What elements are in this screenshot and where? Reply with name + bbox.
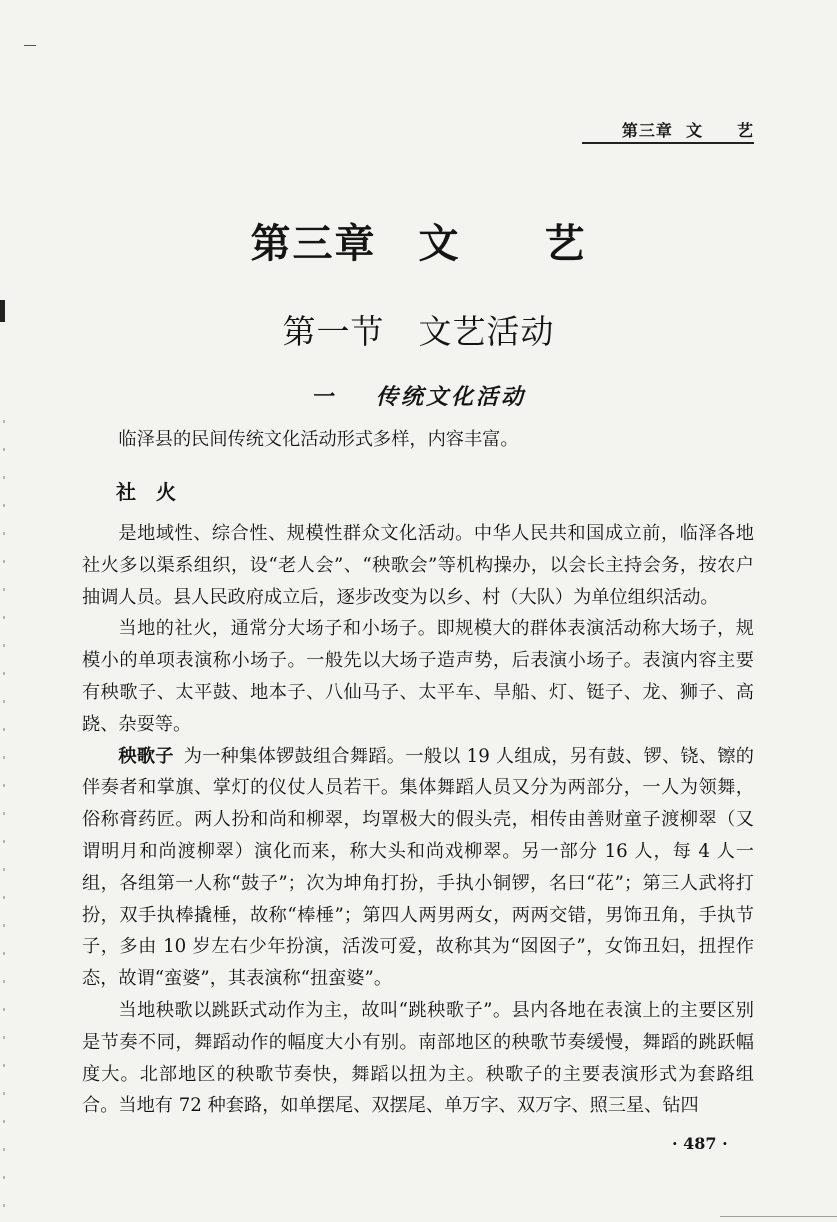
subsection-title (0, 380, 837, 411)
intro-text: 临泽县的民间传统文化活动形式多样，内容丰富。 (118, 429, 519, 450)
chapter-title: 第三章 文 艺 (250, 220, 587, 267)
paragraph-definition: 是地域性、综合性、规模性群众文化活动。中华人民共和国成立前，临泽各地社火多以渠系组织，设“老人会”、“秧歌会”等机构操办，以会长主持会务，按农户抽调人员。县人民政府成立后，逐步改变为以乡、村（大队）为单位组织活动。 (82, 523, 754, 608)
running-header (582, 118, 754, 144)
page-number: · 487 · (672, 1134, 728, 1153)
paragraph-yangge-style: 当地秧歌以跳跃式动作为主，故叫“跳秧歌子”。县内各地在表演上的主要区别是节奏不同，舞蹈动作的幅度大小有别。南部地区的秧歌节奏缓慢，舞蹈的跳跃幅度大。北部地区的秧歌节奏快，舞蹈以扭为主。秧歌子的主要表演形式为套路组合。当地有 72 种套路，如单摆尾、双摆尾、单万字、双万字、照三星、钻四 (82, 999, 754, 1117)
main-body (82, 518, 754, 1122)
subsection-text: 传统文化活动 (376, 384, 527, 410)
intro-paragraph (82, 424, 754, 456)
running-header-title: 文 艺 (685, 121, 754, 140)
scan-artifact-edge (720, 1216, 837, 1217)
scan-artifact-tick (24, 45, 36, 46)
yangge-term: 秧歌子 (118, 745, 174, 767)
section-title: 第一节 文艺活动 (282, 312, 555, 351)
paragraph-yangge (82, 741, 754, 995)
shehuo-heading: 社火 (116, 480, 196, 504)
scan-edge-marks (3, 420, 5, 1220)
paragraph-venues: 当地的社火，通常分大场子和小场子。即规模大的群体表演活动称大场子，规模小的单项表演称小场子。一般先以大场子造声势，后表演小场子。表演内容主要有秧歌子、太平鼓、地本子、八仙马子、太平车、旱船、灯、铤子、龙、狮子、高跷、杂耍等。 (82, 618, 754, 735)
subsection-number: 一 (310, 384, 336, 410)
yangge-description: 为一种集体锣鼓组合舞蹈。一般以 19 人组成，另有鼓、锣、铙、镲的伴奏者和掌旗、掌灯的仪仗人员若干。集体舞蹈人员又分为两部分，一人为领舞，俗称膏药匠。两人扮和尚和柳翠，均罩极大的假头壳，相传由善财童子渡柳翠（又谓明月和尚渡柳翠）演化而来，称大头和尚戏柳翠。另一部分 16 人，每 4 人一组，各组第一人称“鼓子”；次为坤角打扮，手执小铜锣，名曰“花”；第三人武将打扮，双手执棒撬棰，故称“棒棰”；第四人两男两女，两两交错，男饰丑角，手执节子，多由 10 岁左右少年扮演，活泼可爱，故称其为“囡囡子”，女饰丑妇，扭捏作态，故谓“蛮婆”，其表演称“扭蛮婆”。 (82, 745, 754, 990)
running-header-chapter: 第三章 (621, 121, 673, 140)
